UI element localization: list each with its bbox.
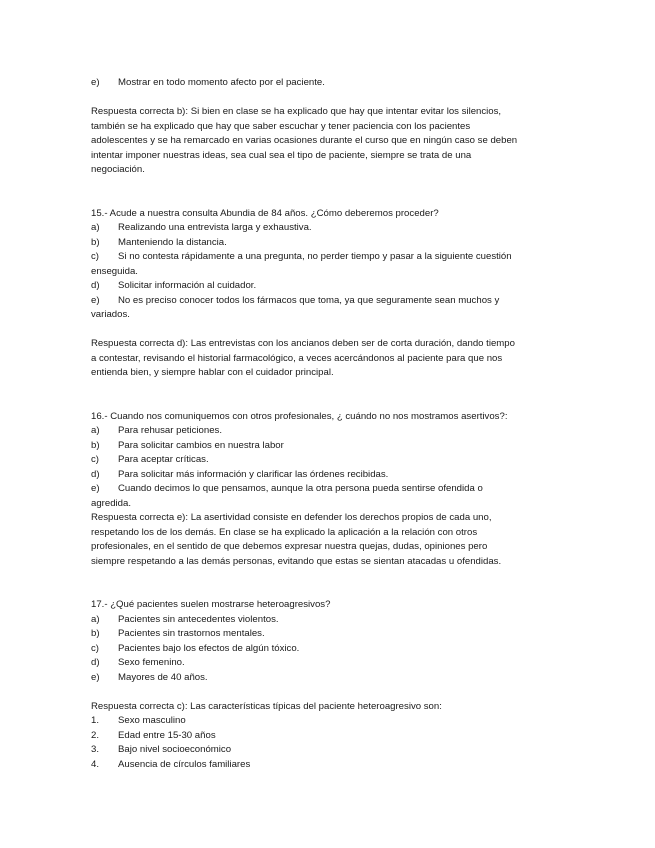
question-text: 17.- ¿Qué pacientes suelen mostrarse heteroagresivos? [91, 599, 331, 610]
list-number: 3. [91, 744, 100, 755]
option-b [91, 627, 571, 642]
option-e-previous [91, 76, 571, 91]
option-c [91, 453, 571, 468]
answer-15 [91, 337, 571, 381]
answer-16 [91, 511, 571, 569]
option-a [91, 424, 571, 439]
option-text: Para rehusar peticiones. [118, 425, 222, 436]
answer-line: respetando los de los demás. En clase se ha explicado la aplicación a la relación con otros [91, 526, 478, 538]
option-text: Para solicitar cambios en nuestra labor [118, 439, 284, 451]
option-d [91, 279, 571, 294]
option-label: d) [91, 657, 100, 668]
answer-line: intentar imponer nuestras ideas, sea cual sea el tipo de paciente, siempre se trata de una [91, 149, 472, 161]
option-label: e) [91, 483, 100, 494]
option-text: Si no contesta rápidamente a una pregunta, no perder tiempo y pasar a la siguiente cuestión [118, 251, 512, 262]
list-text: Edad entre 15-30 años [118, 729, 216, 741]
option-b [91, 439, 571, 454]
answer-line: adolescentes y se ha remarcado en varias ocasiones durante el curso que en ningún caso se deben [91, 135, 518, 146]
answer-17 [91, 700, 571, 773]
option-c [91, 250, 571, 265]
option-label: b) [91, 439, 100, 451]
option-e [91, 294, 571, 309]
question-text: 15.- Acude a nuestra consulta Abundia de 84 años. ¿Cómo deberemos proceder? [91, 207, 439, 219]
option-continuation: variados. [91, 309, 130, 320]
option-text: Manteniendo la distancia. [118, 236, 227, 248]
answer-line: también se ha explicado que hay que saber escuchar y tener paciencia con los pacientes [91, 120, 471, 132]
option-text: Pacientes sin antecedentes violentos. [118, 613, 279, 625]
option-e [91, 671, 571, 686]
option-label: e) [91, 294, 100, 306]
option-label: c) [91, 251, 99, 262]
option-label: a) [91, 613, 100, 625]
answer-previous [91, 105, 571, 178]
answer-line: entienda bien, y siempre hablar con el cuidador principal. [91, 367, 334, 378]
list-text: Ausencia de círculos familiares [118, 758, 251, 770]
answer-list-item [91, 729, 571, 744]
answer-line: profesionales, en el sentido de que debemos expresar nuestra quejas, dudas, opiniones pero [91, 541, 488, 552]
list-text: Bajo nivel socioeconómico [118, 744, 232, 755]
option-d [91, 468, 571, 483]
option-label: a) [91, 425, 100, 436]
option-label: a) [91, 222, 100, 233]
answer-list-item [91, 714, 571, 729]
option-continuation: agredida. [91, 497, 132, 509]
answer-line: Respuesta correcta b): Si bien en clase se ha explicado que hay que intentar evitar los silencios, [91, 106, 502, 117]
option-label: c) [91, 454, 99, 465]
option-e [91, 482, 571, 497]
answer-line: siempre respetando a las demás personas, evitando que estas se sientan atacadas u ofendidas. [91, 555, 502, 567]
option-label: b) [91, 236, 100, 248]
answer-line: negociación. [91, 164, 145, 175]
question-text: 16.- Cuando nos comuniquemos con otros profesionales, ¿ cuándo no nos mostramos asertivos?: [91, 410, 508, 422]
answer-line: Respuesta correcta d): Las entrevistas con los ancianos deben ser de corta duración, dando tiempo [91, 338, 515, 349]
option-label: d) [91, 280, 100, 291]
option-text: Cuando decimos lo que pensamos, aunque la otra persona pueda sentirse ofendida o [118, 483, 483, 494]
option-text: No es preciso conocer todos los fármacos que toma, ya que seguramente sean muchos y [118, 294, 500, 306]
document-page [91, 76, 571, 772]
question-16 [91, 410, 571, 512]
answer-list-item [91, 743, 571, 758]
option-continuation: enseguida. [91, 265, 138, 277]
option-text: Pacientes bajo los efectos de algún tóxico. [118, 642, 300, 654]
option-text: Sexo femenino. [118, 657, 185, 668]
list-number: 1. [91, 715, 100, 726]
option-label: e) [91, 671, 100, 683]
option-label: b) [91, 628, 100, 639]
option-a [91, 221, 571, 236]
option-text: Mayores de 40 años. [118, 671, 208, 683]
option-text: Para solicitar más información y clarificar las órdenes recibidas. [118, 468, 389, 480]
question-15 [91, 207, 571, 323]
list-number: 2. [91, 729, 100, 741]
option-text: Mostrar en todo momento afecto por el paciente. [118, 77, 325, 88]
answer-line: Respuesta correcta e): La asertividad consiste en defender los derechos propios de cada uno, [91, 512, 492, 523]
option-b [91, 236, 571, 251]
option-label: e) [91, 77, 100, 88]
option-text: Para aceptar críticas. [118, 454, 209, 465]
option-d [91, 656, 571, 671]
list-text: Sexo masculino [118, 715, 186, 726]
option-label: c) [91, 642, 99, 654]
answer-list-item [91, 758, 571, 773]
option-c [91, 642, 571, 657]
option-label: d) [91, 468, 100, 480]
option-a [91, 613, 571, 628]
option-text: Pacientes sin trastornos mentales. [118, 628, 265, 639]
answer-line: a contestar, revisando el historial farmacológico, a veces acercándonos al paciente para que nos [91, 352, 503, 364]
option-text: Realizando una entrevista larga y exhaustiva. [118, 222, 312, 233]
question-17 [91, 598, 571, 685]
answer-intro: Respuesta correcta c): Las características típicas del paciente heteroagresivo son: [91, 700, 442, 712]
option-text: Solicitar información al cuidador. [118, 280, 257, 291]
list-number: 4. [91, 758, 100, 770]
